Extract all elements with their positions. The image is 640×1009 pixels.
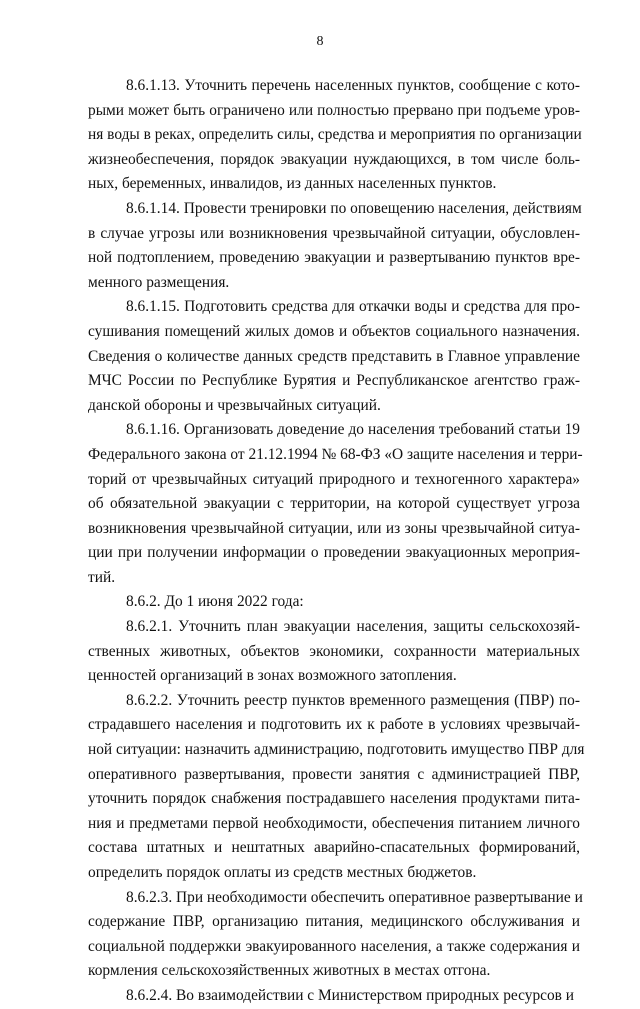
paragraph-8-6-2 <box>88 590 580 615</box>
text-line: менного размещения. <box>88 273 230 291</box>
text-line: 8.6.2.4. Во взаимодействии с Министерством природных ресурсов и <box>126 986 575 1004</box>
text-line: ня воды в реках, определить силы, средства и мероприятия по организации <box>88 126 582 144</box>
text-line: ценностей организаций в зонах возможного затопления. <box>88 667 457 685</box>
paragraph-8-6-1-16 <box>88 418 583 590</box>
page-number: 8 <box>316 34 324 49</box>
text-line: ции при получении информации о проведении эвакуационных мероприя- <box>88 544 580 562</box>
text-line: 8.6.2.1. Уточнить план эвакуации населения, защиты сельскохозяй- <box>126 618 580 636</box>
paragraph-8-6-2-1 <box>88 615 580 689</box>
text-line: содержание ПВР, организацию питания, медицинского обслуживания и <box>88 913 580 931</box>
paragraph-8-6-2-3 <box>88 886 583 984</box>
text-line: 8.6.2.3. При необходимости обеспечить оперативное развертывание и <box>126 888 583 906</box>
text-line: ной подтоплением, проведению эвакуации и развертыванию пунктов вре- <box>88 249 580 267</box>
text-line: социальной поддержки эвакуированного населения, а также содержания и <box>88 937 580 955</box>
text-line: 8.6.1.14. Провести тренировки по оповещению населения, действиям <box>126 199 582 217</box>
text-line: страдавшего населения и подготовить их к работе в условиях чрезвычай- <box>88 716 580 734</box>
text-line: тий. <box>88 568 116 586</box>
text-line: МЧС России по Республике Бурятия и Республиканское агентство граж- <box>88 372 580 390</box>
paragraph-8-6-2-2 <box>88 689 585 886</box>
text-line: рыми может быть ограничено или полностью прервано при подъеме уров- <box>88 101 580 119</box>
text-line: ной ситуации: назначить администрацию, подготовить имущество ПВР для <box>88 741 585 759</box>
text-line: определить порядок оплаты из средств местных бюджетов. <box>88 864 477 881</box>
text-line: жизнеобеспечения, порядок эвакуации нуждающихся, в том числе боль- <box>88 150 580 168</box>
paragraph-8-6-1-15 <box>88 295 580 418</box>
document-body <box>88 74 585 1009</box>
paragraph-8-6-1-13 <box>88 74 580 197</box>
text-line: ных, беременных, инвалидов, из данных населенных пунктов. <box>88 175 497 193</box>
text-line: об обязательной эвакуации с территории, на которой существует угроза <box>88 495 580 513</box>
text-line: 8.6.1.13. Уточнить перечень населенных пунктов, сообщение с кото- <box>126 77 580 94</box>
text-line: возникновения чрезвычайной ситуации, или из зоны чрезвычайной ситуа- <box>88 519 580 537</box>
paragraph-8-6-2-4 <box>88 984 580 1009</box>
text-line: ственных животных, объектов экономики, сохранности материальных <box>88 642 580 660</box>
text-line: уточнить порядок снабжения пострадавшего населения продуктами пита- <box>88 790 580 808</box>
text-line: кормления сельскохозяйственных животных в местах отгона. <box>88 962 491 980</box>
text-line: Сведения о количестве данных средств представить в Главное управление <box>88 347 580 365</box>
text-line: 8.6.1.16. Организовать доведение до населения требований статьи 19 <box>126 421 580 439</box>
text-line: торий от чрезвычайных ситуаций природного и техногенного характера» <box>88 470 580 488</box>
text-line: сушивания помещений жилых домов и объектов социального назначения. <box>88 322 580 340</box>
text-line: ния и предметами первой необходимости, обеспечения питанием личного <box>88 814 580 832</box>
text-line: 8.6.2. До 1 июня 2022 года: <box>126 593 304 611</box>
text-line: 8.6.2.2. Уточнить реестр пунктов временного размещения (ПВР) по- <box>126 691 580 709</box>
text-line: 8.6.1.15. Подготовить средства для откачки воды и средства для про- <box>126 298 580 316</box>
paragraph-8-6-1-14 <box>88 197 580 295</box>
text-line: данской обороны и чрезвычайных ситуаций. <box>88 396 381 414</box>
text-line: Федерального закона от 21.12.1994 № 68-ФЗ «О защите населения и терри- <box>88 445 583 463</box>
text-line: оперативного развертывания, провести занятия с администрацией ПВР, <box>88 765 580 783</box>
text-line: состава штатных и нештатных аварийно-спасательных формирований, <box>88 839 580 857</box>
text-line: в случае угрозы или возникновения чрезвычайной ситуации, обусловлен- <box>88 224 580 242</box>
